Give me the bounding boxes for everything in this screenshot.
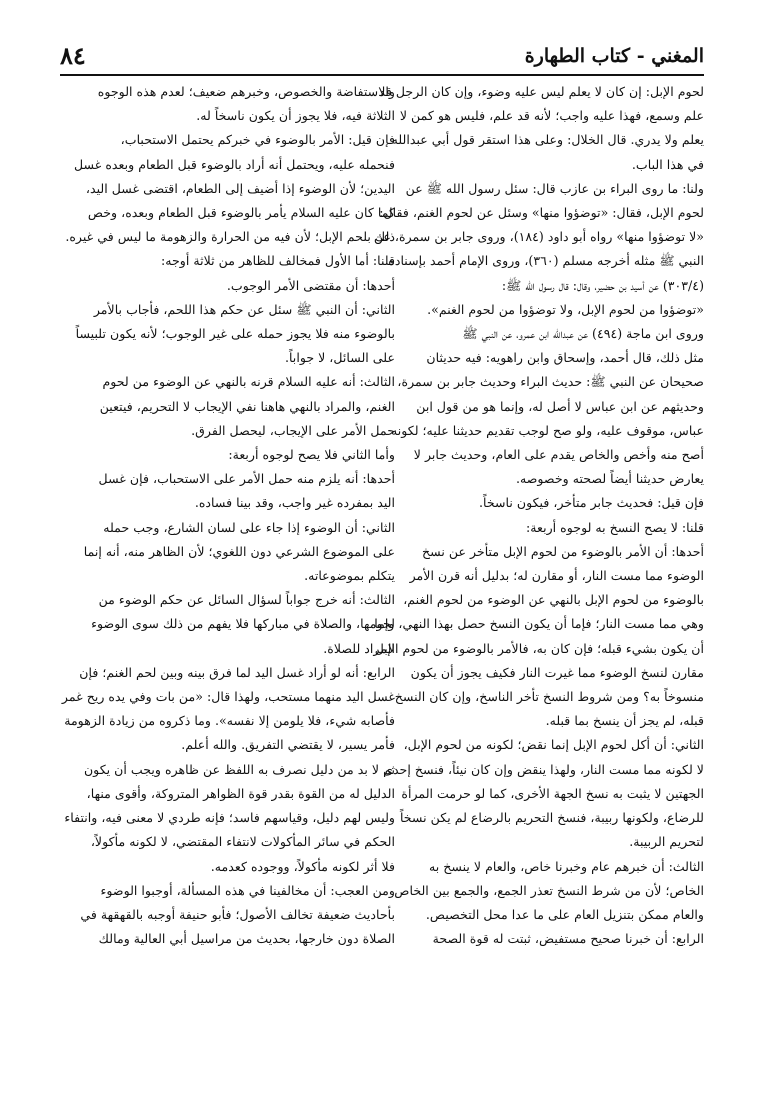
text-line: وهي مما مست النار؛ فإما أن يكون النسخ حصل بهذا النهي، وإما — [374, 616, 704, 632]
text-line: لحوم الإبل، فقال: «توضؤوا منها» وسئل عن لحوم الغنم، فقال: — [379, 205, 704, 221]
text-line: ذلك بلحم الإبل؛ لأن فيه من الحرارة والزهومة ما ليس في غيره. — [65, 229, 395, 245]
page-number: ٨٤ — [60, 41, 86, 70]
text-line: الغنم، والمراد بالنهي هاهنا نفي الإيجاب لا التحريم، فيتعين — [99, 398, 395, 414]
text-line: يعارض حديثنا أيضاً لصحته وخصوصه. — [515, 471, 704, 487]
text-line: المراد للصلاة. — [323, 640, 395, 656]
text-line: على الموضوع الشرعي دون اللغوي؛ لأن الظاهر منه، أنه إنما — [83, 543, 395, 559]
text-line: يتكلم بموضوعاته. — [304, 568, 395, 584]
right-column — [369, 80, 704, 951]
text-line: الوضوء مما مست النار، أو مقارن له؛ بدليل أنه قرن الأمر — [409, 568, 704, 584]
text-line: الثلاثة فيه، فلا يجوز أن يكون ناسخاً له. — [196, 108, 395, 124]
text-line: الرابع: أن خبرنا صحيح مستفيض، ثبتت له قوة الصحة — [432, 931, 704, 947]
text-line: للرضاع، ولكونها ربيبة، فنسخ التحريم بالرضاع لم يكن نسخاً — [399, 810, 704, 826]
text-line: فأمر يسير، لا يقتضي التفريق. والله أعلم. — [181, 737, 395, 753]
text-line: الخاص؛ لأن من شرط النسخ تعذر الجمع، والجمع بين الخاص — [394, 882, 704, 898]
left-column — [60, 80, 395, 951]
text-line: أن يكون بشيء قبله؛ فإن كان به، فالأمر بالوضوء من لحوم الإبل — [374, 640, 704, 656]
text-line: أحدها: أن الأمر بالوضوء من لحوم الإبل متأخر عن نسخ — [422, 543, 704, 559]
text-line: (٣٠٣/٤) عن أسيد بن حضير، وقال: قال رسول الله ﷺ: — [501, 277, 704, 293]
text-line: الصلاة دون خارجها، بحديث من مراسيل أبي العالية ومالك — [98, 931, 395, 947]
text-line: فإن قيل: فحديث جابر متأخر، فيكون ناسخاً. — [478, 495, 704, 511]
text-line: فأصابه شيء، فلا يلومن إلا نفسه». وما ذكروه من زيادة الزهومة — [64, 713, 395, 729]
text-line: على السائل، لا جواباً. — [284, 350, 395, 366]
text-line: أحدها: أنه يلزم منه حمل الأمر على الاستحباب، فإن غسل — [98, 471, 395, 487]
text-line: اليدين؛ لأن الوضوء إذا أضيف إلى الطعام، اقتضى غسل اليد، — [85, 180, 395, 196]
text-line: النبي ﷺ مثله أخرجه مسلم (٣٦٠)، وروى الإمام أحمد بإسناده — [388, 253, 704, 269]
text-line: منسوخاً به؟ ومن شروط النسخ تأخر الناسخ، وإن كان النسخ — [394, 689, 704, 705]
text-line: الثاني: أن أكل لحوم الإبل إنما نقض؛ لكونه من لحوم الإبل، — [403, 737, 704, 753]
text-line: في هذا الباب. — [631, 156, 704, 172]
text-line: الثالث: أنه خرج جواباً لسؤال السائل عن حكم الوضوء من — [98, 592, 395, 608]
text-line: وحديثهم عن ابن عباس لا أصل له، وإنما هو من قول ابن — [416, 398, 704, 414]
text-line: لحومها، والصلاة في مباركها فلا يفهم من ذلك سوى الوضوء — [91, 616, 395, 632]
text-line: عباس، موقوف عليه، ولو صح لوجب تقديم حديثنا عليه؛ لكونه — [391, 422, 704, 438]
text-line: لتحريم الربيبة. — [629, 834, 704, 850]
running-title: المغني - كتاب الطهارة — [524, 45, 704, 67]
text-line: الدليل له من القوة بقدر قوة الظواهر المتروكة، وأقوى منها، — [86, 785, 395, 801]
text-line: اليد بمفرده غير واجب، وقد بينا فساده. — [194, 495, 395, 511]
text-line: فإن قيل: الأمر بالوضوء في خبركم يحتمل الاستحباب، — [120, 132, 395, 148]
text-line: والعام ممكن بتنزيل العام على ما عدا محل التخصيص. — [425, 906, 704, 922]
text-line: ثم لا بد من دليل نصرف به اللفظ عن ظاهره ويجب أن يكون — [83, 761, 395, 777]
text-line: والاستفاضة والخصوص، وخبرهم ضعيف؛ لعدم هذه الوجوه — [97, 84, 395, 99]
text-line: أحدها: أن مقتضى الأمر الوجوب. — [226, 277, 395, 293]
text-line: كما كان عليه السلام يأمر بالوضوء قبل الطعام وبعده، وخص — [87, 205, 395, 221]
text-line: فلا أثر لكونه مأكولاً، ووجوده كعدمه. — [210, 858, 395, 874]
text-line: مثل ذلك، قال أحمد، وإسحاق وابن راهويه: فيه حديثان — [426, 350, 704, 366]
text-line: الثاني: أن الوضوء إذا جاء على لسان الشارع، وجب حمله — [103, 519, 395, 535]
text-line: أصح منه وأخص والخاص يقدم على العام، وحديث جابر لا — [413, 447, 704, 463]
text-line: فنحمله عليه، ويحتمل أنه أراد بالوضوء قبل الطعام وبعده غسل — [73, 156, 395, 172]
text-line: مقارن لنسخ الوضوء مما غيرت النار فكيف يجوز أن يكون — [410, 664, 704, 680]
page-header — [60, 40, 704, 70]
text-line: قلنا: أما الأول فمخالف للظاهر من ثلاثة أوجه: — [161, 253, 395, 269]
text-line: علم وسمع، فهذا عليه واجب؛ لأنه قد علم، فليس هو كمن لا — [399, 108, 704, 124]
text-line: لا لكونه مما مست النار، ولهذا ينقض وإن كان نيئاً، فنسخ إحدى — [383, 761, 704, 777]
text-line: قبله، لم يجز أن ينسخ بما قبله. — [545, 713, 704, 729]
header-rule — [60, 74, 704, 76]
text-line: «لا توضؤوا منها» رواه أبو داود (١٨٤)، وروى جابر بن سمرة، عن — [373, 229, 704, 245]
text-line: لحوم الإبل: إن كان لا يعلم ليس عليه وضوء، وإن كان الرجل قد — [379, 84, 704, 99]
text-line: وليس لهم دليل، وقياسهم فاسد؛ فإنه طردي لا معنى فيه، وانتفاء — [64, 810, 395, 826]
text-line: وأما الثاني فلا يصح لوجوه أربعة: — [228, 447, 395, 463]
text-line: الرابع: أنه لو أراد غسل اليد لما فرق بينه وبين لحم الغنم؛ فإن — [79, 664, 395, 680]
text-line: الثالث: أنه عليه السلام قرنه بالنهي عن الوضوء من لحوم — [102, 374, 395, 390]
text-line: ولنا: ما روى البراء بن عازب قال: سئل رسول الله ﷺ عن — [405, 180, 704, 196]
text-line: بالوضوء منه فلا يجوز حمله على غير الوجوب؛ لأنه يكون تلبيساً — [75, 326, 395, 342]
text-line: صحيحان عن النبي ﷺ: حديث البراء وحديث جابر بن سمرة، — [397, 374, 704, 390]
text-line: الثالث: أن خبرهم عام وخبرنا خاص، والعام لا ينسخ به — [428, 858, 704, 874]
text-line: بالوضوء من لحوم الإبل بالنهي عن الوضوء من لحوم الغنم، — [403, 592, 704, 608]
text-line: الجهتين لا يثبت به نسخ الجهة الأخرى، كما لو حرمت المرأة — [401, 785, 704, 801]
text-line: قلنا: لا يصح النسخ به لوجوه أربعة: — [526, 519, 704, 535]
text-line: يعلم ولا يدري. قال الخلال: وعلى هذا استقر قول أبي عبدالله — [391, 132, 704, 148]
text-line: بأحاديث ضعيفة تخالف الأصول؛ فأبو حنيفة أوجبه بالقهقهة في — [80, 906, 395, 922]
text-line: حمل الأمر على الإيجاب، ليحصل الفرق. — [191, 422, 395, 438]
text-line: الحكم في سائر المأكولات لانتفاء المقتضي، لا لكونه مأكولاً، — [90, 834, 395, 850]
text-line: الثاني: أن النبي ﷺ سئل عن حكم هذا اللحم، فأجاب بالأمر — [93, 301, 395, 317]
text-line: «توضؤوا من لحوم الإبل، ولا توضؤوا من لحوم الغنم». — [427, 301, 704, 317]
text-line: غسل اليد منهما مستحب، ولهذا قال: «من بات وفي يده ريح غمر — [61, 689, 395, 705]
text-line: وروى ابن ماجة (٤٩٤) عن عبدالله ابن عمرو، عن النبي ﷺ — [462, 326, 704, 342]
text-line: ومن العجب: أن مخالفينا في هذه المسألة، أوجبوا الوضوء — [100, 882, 395, 898]
